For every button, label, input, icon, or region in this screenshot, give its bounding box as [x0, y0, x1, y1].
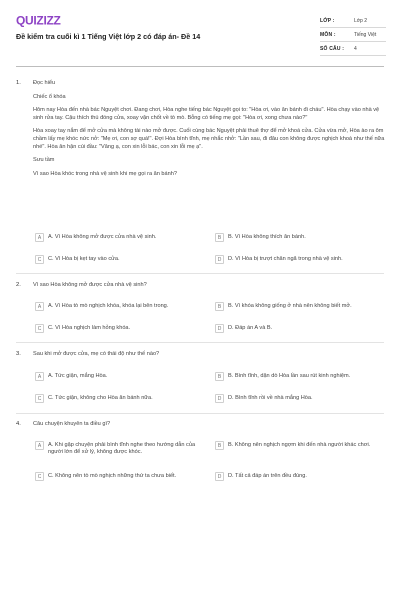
question-prompt: Vì sao Hòa không mở được cửa nhà vệ sinh? — [33, 282, 147, 288]
question-number: 3. — [16, 351, 21, 357]
option-d[interactable] — [215, 472, 385, 481]
option-letter-box: C — [35, 472, 44, 481]
option-text: D. Bình tĩnh rồi về nhà mắng Hòa. — [228, 395, 313, 401]
option-b[interactable] — [215, 302, 385, 311]
option-b[interactable] — [215, 372, 385, 381]
question-divider — [16, 413, 384, 414]
option-d[interactable] — [215, 394, 385, 403]
question-prompt: Vì sao Hòa khóc trong nhà vệ sinh khi mẹ gọi ra ăn bánh? — [33, 170, 177, 177]
quizizz-logo — [16, 13, 68, 27]
option-text: B. Bình tĩnh, dặn dò Hòa lần sau rút kinh nghiệm. — [228, 373, 351, 379]
option-letter-box: C — [35, 255, 44, 264]
option-text: A. Vì Hòa không mở được cửa nhà vệ sinh. — [48, 234, 157, 240]
option-text: C. Tức giận, không cho Hòa ăn bánh nữa. — [48, 395, 153, 401]
option-text: C. Vì Hòa bị kẹt tay vào cửa. — [48, 256, 120, 262]
question-body — [33, 351, 385, 359]
option-c[interactable] — [35, 394, 205, 403]
brand-wordmark: QUIZIZZ — [16, 13, 61, 27]
option-letter-box: C — [35, 394, 44, 403]
meta-value: Lớp 2 — [354, 17, 368, 24]
option-c[interactable] — [35, 324, 205, 333]
question-number: 4. — [16, 421, 21, 427]
option-letter-box: B — [215, 372, 224, 381]
question-3 — [16, 351, 386, 363]
option-text: A. Vì Hòa tò mò nghịch khóa, khóa lại bên trong. — [48, 303, 169, 309]
story-title: Chiếc ổ khóa — [33, 93, 66, 100]
option-c[interactable] — [35, 472, 205, 481]
quizizz-logo-mark — [16, 13, 68, 27]
document-title: Đề kiểm tra cuối kì 1 Tiếng Việt lớp 2 có đáp án- Đề 14 — [16, 32, 201, 41]
story-paragraph: Hôm nay Hòa đến nhà bác Nguyệt chơi. Đang chơi, Hòa nghe tiếng bác Nguyệt gọi to: "Hòa ơi, vào ăn bánh đi cháu". Hòa chạy vào nhà vệ sinh rửa tay. Cậu thích thú đóng cửa, xoay vặn chốt về tò mò. Bỗng có tiếng mẹ gọi: "Hòa ơi, xong chưa nào?" — [33, 107, 380, 121]
option-letter-box: D — [215, 472, 224, 481]
option-c[interactable] — [35, 255, 205, 264]
option-text: C. Không nên tò mò nghịch những thứ ta chưa biết. — [48, 473, 177, 479]
option-text: A. Khi gặp chuyện phải bình tĩnh nghe theo hướng dẫn của người lớn để xử lý, không được khóc. — [48, 442, 196, 456]
question-prompt: Câu chuyện khuyên ta điều gì? — [33, 421, 111, 427]
option-letter-box: B — [215, 233, 224, 242]
story-paragraph: Hòa xoay tay nắm để mở cửa mà không tài nào mở được. Cuối cùng bác Nguyệt phải thuê thợ để mở khoá cửa. Cửa vừa mở, Hòa ào ra ôm chầm lấy mẹ khóc nức nở: "Mẹ ơi, con sợ quá!". Đợi Hòa bình tĩnh, mẹ nhắc nhở: "Lần sau, đi đâu con không được nghịch khoá như thế nữa nhé". Hòa ân hận cúi đầu: "Vâng ạ, con xin lỗi bác, con xin lỗi mẹ ạ". — [33, 128, 385, 150]
option-a[interactable] — [35, 441, 200, 456]
option-text: B. Không nên nghịch ngợm khi đến nhà người khác chơi. — [228, 442, 371, 448]
option-letter-box: D — [215, 324, 224, 333]
option-text: D. Đáp án A và B. — [228, 325, 273, 331]
option-a[interactable] — [35, 372, 205, 381]
meta-row-class — [320, 14, 386, 28]
meta-row-subject — [320, 28, 386, 42]
document-meta — [320, 14, 386, 56]
question-number: 1. — [16, 80, 21, 86]
question-body — [33, 421, 385, 429]
question-body — [33, 80, 385, 178]
question-divider — [16, 342, 384, 343]
meta-value: 4 — [354, 45, 357, 52]
question-prompt: Sau khi mở được cửa, mẹ có thái độ như thế nào? — [33, 351, 160, 357]
option-b[interactable] — [215, 233, 385, 242]
question-4 — [16, 421, 386, 433]
option-letter-box: A — [35, 233, 44, 242]
option-d[interactable] — [215, 255, 385, 264]
meta-row-question-count — [320, 42, 386, 56]
question-divider — [16, 273, 384, 274]
option-letter-box: A — [35, 302, 44, 311]
option-d[interactable] — [215, 324, 385, 333]
option-letter-box: D — [215, 394, 224, 403]
meta-key: MÔN : — [320, 31, 336, 38]
option-letter-box: B — [215, 441, 224, 450]
meta-value: Tiếng Việt — [354, 31, 377, 38]
section-heading: Đọc hiểu — [33, 80, 56, 86]
option-text: B. Vì Hòa không thích ăn bánh. — [228, 234, 306, 240]
question-2 — [16, 282, 386, 294]
option-letter-box: B — [215, 302, 224, 311]
meta-key: SỐ CÂU : — [320, 45, 345, 52]
option-letter-box: A — [35, 372, 44, 381]
option-letter-box: C — [35, 324, 44, 333]
option-a[interactable] — [35, 233, 205, 242]
header-divider — [16, 66, 384, 67]
story-source: Sưu tầm — [33, 157, 55, 164]
option-a[interactable] — [35, 302, 205, 311]
option-text: D. Tất cả đáp án trên đều đúng. — [228, 473, 307, 479]
question-number: 2. — [16, 282, 21, 288]
question-body — [33, 282, 385, 290]
option-text: D. Vì Hòa bị trượt chân ngã trong nhà vệ sinh. — [228, 256, 343, 262]
option-text: B. Vì khóa không giống ở nhà nên không biết mở. — [228, 303, 352, 309]
option-letter-box: A — [35, 441, 44, 450]
option-text: C. Vì Hòa nghịch làm hỏng khóa. — [48, 325, 131, 331]
option-b[interactable] — [215, 441, 385, 450]
meta-key: LỚP : — [320, 17, 335, 24]
option-text: A. Tức giận, mắng Hòa. — [48, 373, 108, 379]
option-letter-box: D — [215, 255, 224, 264]
